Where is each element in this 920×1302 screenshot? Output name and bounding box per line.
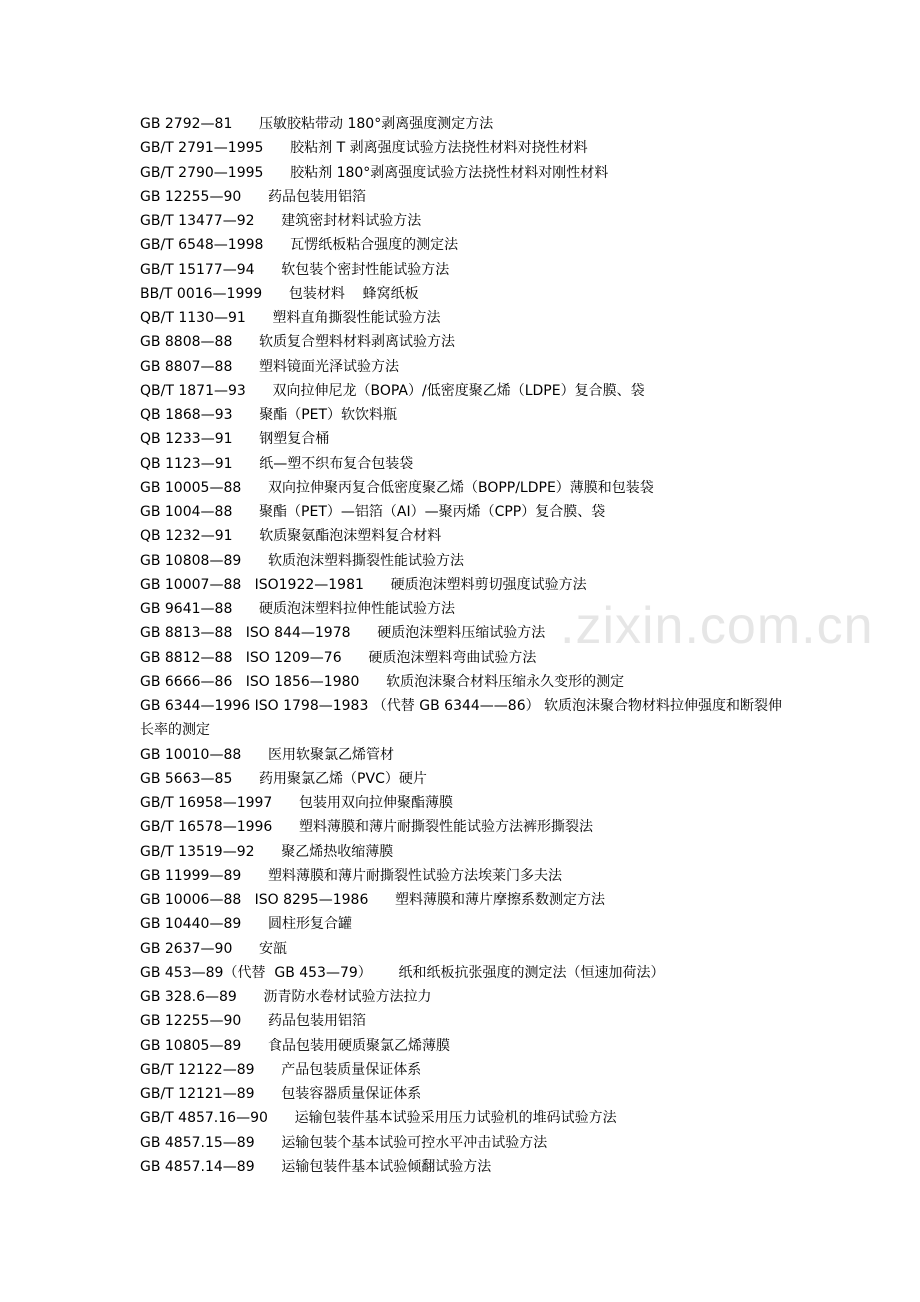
standard-line: GB/T 15177—94 软包装个密封性能试验方法: [140, 261, 450, 278]
standards-list: [140, 112, 790, 1179]
standard-line: BB/T 0016—1999 包装材料 蜂窝纸板: [140, 285, 419, 302]
standard-line: GB/T 6548—1998 瓦愣纸板粘合强度的测定法: [140, 237, 459, 254]
standard-line: GB/T 16958—1997 包装用双向拉伸聚酯薄膜: [140, 795, 454, 811]
standard-line: QB 1123—91 纸—塑不织布复合包装袋: [140, 455, 414, 472]
standard-line: GB 10808—89 软质泡沫塑料撕裂性能试验方法: [140, 552, 464, 569]
standard-line: GB/T 12122—89 产品包装质量保证体系: [140, 1061, 422, 1078]
standard-line: GB 9641—88 硬质泡沫塑料拉伸性能试验方法: [140, 601, 456, 617]
standard-line: GB/T 2790—1995 胶粘剂 180°剥离强度试验方法挠性材料对刚性材料: [140, 164, 609, 181]
standard-line: GB/T 4857.16—90 运输包装件基本试验采用压力试验机的堆码试验方法: [140, 1110, 617, 1127]
standard-line: GB 4857.14—89 运输包装件基本试验倾翻试验方法: [140, 1158, 492, 1175]
standard-line: GB 8808—88 软质复合塑料材料剥离试验方法: [140, 334, 456, 351]
standard-line: GB/T 16578—1996 塑料薄膜和薄片耐撕裂性能试验方法裤形撕裂法: [140, 819, 594, 836]
standard-line: GB 6666—86 ISO 1856—1980 软质泡沫聚合材料压缩永久变形的测定: [140, 673, 625, 690]
standard-line: GB 10005—88 双向拉伸聚丙复合低密度聚乙烯（BOPP/LDPE）薄膜和包装袋: [140, 479, 654, 496]
standard-line: QB 1868—93 聚酯（PET）软饮料瓶: [140, 407, 398, 423]
standard-line: GB 10805—89 食品包装用硬质聚氯乙烯薄膜: [140, 1037, 450, 1054]
standard-line: GB 4857.15—89 运输包装个基本试验可控水平冲击试验方法: [140, 1134, 548, 1151]
standard-line: GB 8813—88 ISO 844—1978 硬质泡沫塑料压缩试验方法: [140, 625, 546, 642]
standard-line: GB/T 2791—1995 胶粘剂 T 剥离强度试验方法挠性材料对挠性材料: [140, 140, 588, 157]
standard-line: QB 1233—91 钢塑复合桶: [140, 431, 330, 448]
standard-line: GB 453—89（代替 GB 453—79） 纸和纸板抗张强度的测定法（恒速加荷法）: [140, 964, 665, 981]
standard-line: QB 1232—91 软质聚氨酯泡沫塑料复合材料: [140, 528, 442, 545]
standard-line: GB 10007—88 ISO1922—1981 硬质泡沫塑料剪切强度试验方法: [140, 576, 587, 593]
standard-line: GB/T 12121—89 包装容器质量保证体系: [140, 1086, 422, 1102]
standard-line: GB 8807—88 塑料镜面光泽试验方法: [140, 358, 400, 375]
standard-line: GB 2637—90 安瓿: [140, 940, 288, 957]
standard-line: GB 12255—90 药品包装用铝箔: [140, 188, 366, 205]
standard-line: GB 1004—88 聚酯（PET）—铝箔（AI）—聚丙烯（CPP）复合膜、袋: [140, 504, 606, 520]
standard-line: GB 10010—88 医用软聚氯乙烯管材: [140, 746, 394, 763]
standard-line: GB 10006—88 ISO 8295—1986 塑料薄膜和薄片摩擦系数测定方法: [140, 892, 606, 908]
standard-line: GB 5663—85 药用聚氯乙烯（PVC）硬片: [140, 770, 427, 787]
standard-line: QB/T 1871—93 双向拉伸尼龙（BOPA）/低密度聚乙烯（LDPE）复合膜、袋: [140, 382, 645, 399]
standard-line: GB 10440—89 圆柱形复合罐: [140, 916, 352, 933]
watermark: .zixin.com.cn: [560, 597, 874, 655]
standard-line: GB 12255—90 药品包装用铝箔: [140, 1013, 366, 1030]
standard-line: GB/T 13477—92 建筑密封材料试验方法: [140, 213, 422, 229]
standard-line: QB/T 1130—91 塑料直角撕裂性能试验方法: [140, 310, 441, 326]
standard-line: GB 8812—88 ISO 1209—76 硬质泡沫塑料弯曲试验方法: [140, 649, 537, 666]
standard-line: GB 2792—81 压敏胶粘带动 180°剥离强度测定方法: [140, 116, 494, 132]
standard-line: GB/T 13519—92 聚乙烯热收缩薄膜: [140, 843, 394, 860]
standard-line: GB 328.6—89 沥青防水卷材试验方法拉力: [140, 989, 432, 1005]
standard-line: GB 6344—1996 ISO 1798—1983 （代替 GB 6344——86） 软质泡沫聚合物材料拉伸强度和断裂伸长率的测定: [140, 698, 783, 739]
standard-line: GB 11999—89 塑料薄膜和薄片耐撕裂性试验方法埃莱门多夫法: [140, 867, 562, 884]
